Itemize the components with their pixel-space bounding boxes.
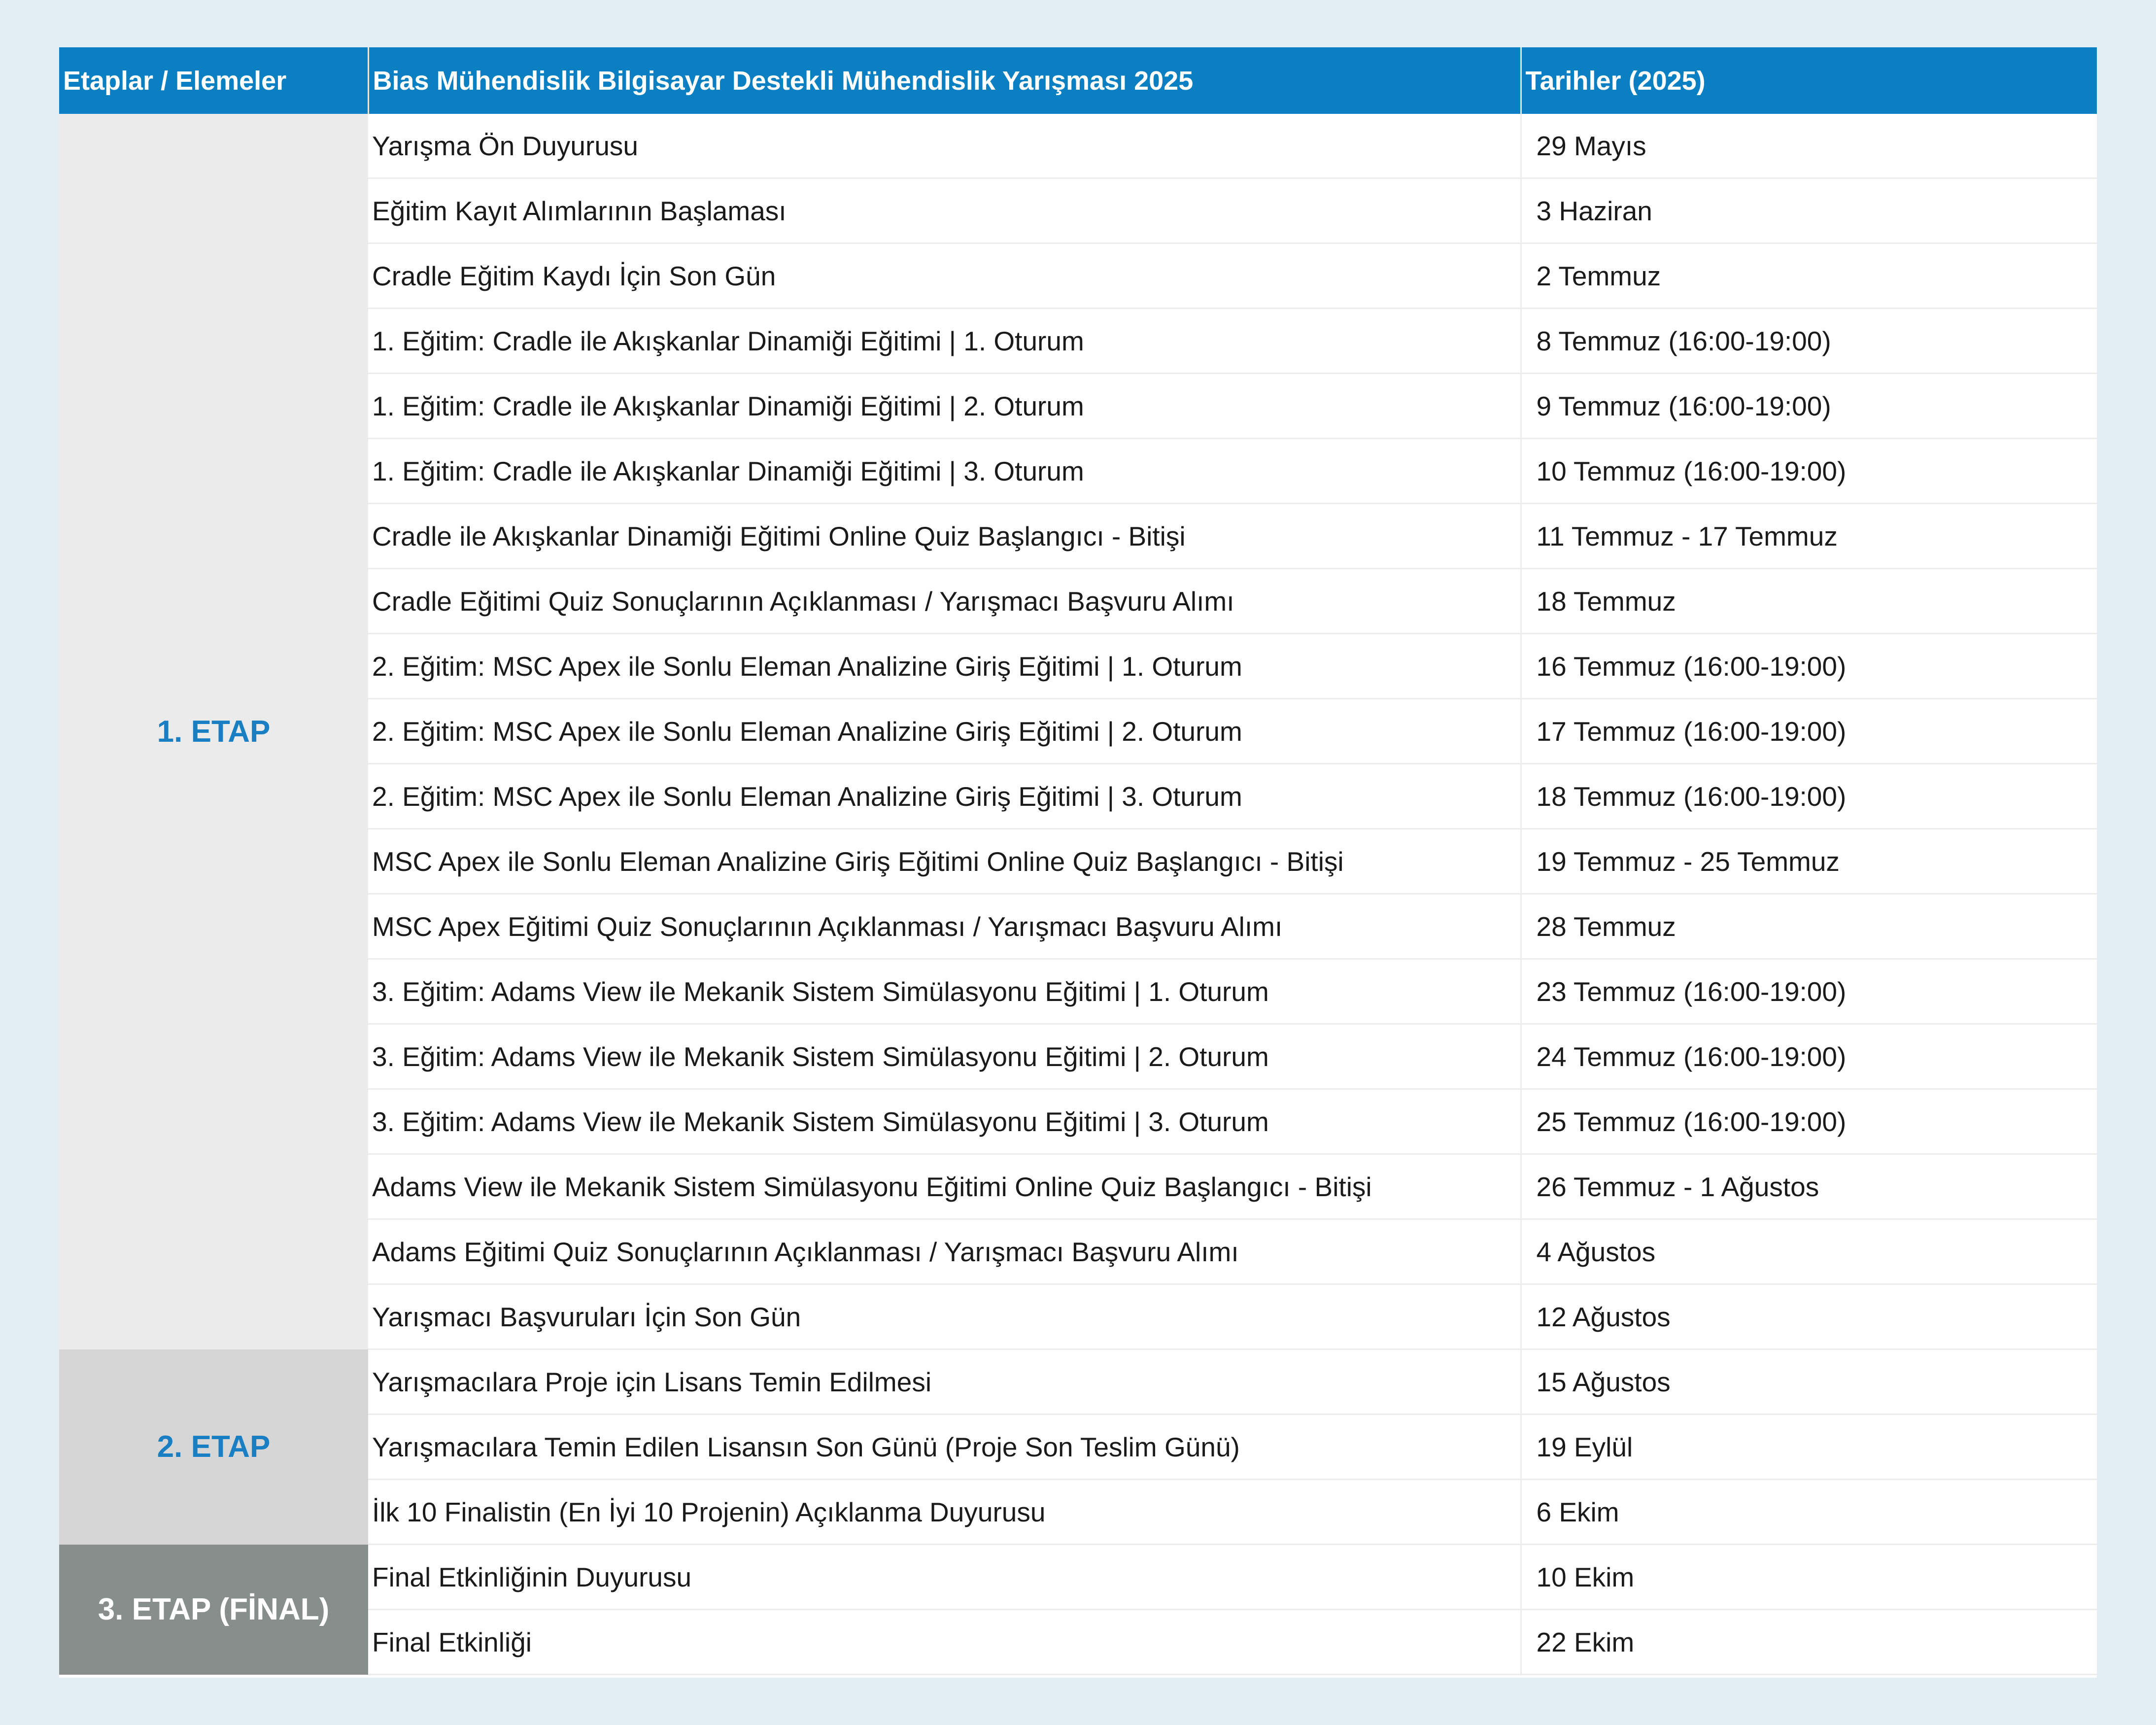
event-cell: 2. Eğitim: MSC Apex ile Sonlu Eleman Analizine Giriş Eğitimi | 3. Oturum — [368, 764, 1521, 829]
header-date: Tarihler (2025) — [1521, 47, 2097, 114]
date-cell: 15 Ağustos — [1521, 1349, 2097, 1414]
stage-label-3: 3. ETAP (FİNAL) — [59, 1545, 368, 1675]
date-cell: 18 Temmuz (16:00-19:00) — [1521, 764, 2097, 829]
event-cell: Eğitim Kayıt Alımlarının Başlaması — [368, 178, 1521, 243]
event-cell: Adams View ile Mekanik Sistem Simülasyonu Eğitimi Online Quiz Başlangıcı - Bitişi — [368, 1154, 1521, 1219]
header-stage: Etaplar / Elemeler — [59, 47, 368, 114]
date-cell: 8 Temmuz (16:00-19:00) — [1521, 309, 2097, 374]
event-cell: 3. Eğitim: Adams View ile Mekanik Sistem Simülasyonu Eğitimi | 2. Oturum — [368, 1024, 1521, 1089]
event-cell: Adams Eğitimi Quiz Sonuçlarının Açıklanması / Yarışmacı Başvuru Alımı — [368, 1219, 1521, 1284]
date-cell: 24 Temmuz (16:00-19:00) — [1521, 1024, 2097, 1089]
date-cell: 6 Ekim — [1521, 1480, 2097, 1545]
schedule-body — [59, 114, 2097, 1675]
date-cell: 12 Ağustos — [1521, 1284, 2097, 1349]
date-cell: 2 Temmuz — [1521, 243, 2097, 309]
event-cell: MSC Apex Eğitimi Quiz Sonuçlarının Açıklanması / Yarışmacı Başvuru Alımı — [368, 894, 1521, 959]
date-cell: 4 Ağustos — [1521, 1219, 2097, 1284]
event-cell: 1. Eğitim: Cradle ile Akışkanlar Dinamiği Eğitimi | 2. Oturum — [368, 374, 1521, 439]
event-cell: Final Etkinliği — [368, 1610, 1521, 1675]
table-header-row — [59, 47, 2097, 114]
stage-label-2: 2. ETAP — [59, 1349, 368, 1545]
table-row — [59, 114, 2097, 178]
table-row — [59, 1545, 2097, 1610]
date-cell: 19 Eylül — [1521, 1414, 2097, 1480]
event-cell: 3. Eğitim: Adams View ile Mekanik Sistem Simülasyonu Eğitimi | 3. Oturum — [368, 1089, 1521, 1154]
event-cell: İlk 10 Finalistin (En İyi 10 Projenin) Açıklanma Duyurusu — [368, 1480, 1521, 1545]
date-cell: 25 Temmuz (16:00-19:00) — [1521, 1089, 2097, 1154]
event-cell: 3. Eğitim: Adams View ile Mekanik Sistem Simülasyonu Eğitimi | 1. Oturum — [368, 959, 1521, 1024]
event-cell: 2. Eğitim: MSC Apex ile Sonlu Eleman Analizine Giriş Eğitimi | 2. Oturum — [368, 699, 1521, 764]
event-cell: Yarışmacılara Temin Edilen Lisansın Son Günü (Proje Son Teslim Günü) — [368, 1414, 1521, 1480]
stage-label-1: 1. ETAP — [59, 114, 368, 1349]
date-cell: 17 Temmuz (16:00-19:00) — [1521, 699, 2097, 764]
event-cell: 1. Eğitim: Cradle ile Akışkanlar Dinamiği Eğitimi | 1. Oturum — [368, 309, 1521, 374]
date-cell: 16 Temmuz (16:00-19:00) — [1521, 634, 2097, 699]
event-cell: Yarışmacılara Proje için Lisans Temin Edilmesi — [368, 1349, 1521, 1414]
date-cell: 29 Mayıs — [1521, 114, 2097, 178]
header-event: Bias Mühendislik Bilgisayar Destekli Mühendislik Yarışması 2025 — [368, 47, 1521, 114]
event-cell: Cradle Eğitimi Quiz Sonuçlarının Açıklanması / Yarışmacı Başvuru Alımı — [368, 569, 1521, 634]
date-cell: 9 Temmuz (16:00-19:00) — [1521, 374, 2097, 439]
event-cell: Cradle ile Akışkanlar Dinamiği Eğitimi Online Quiz Başlangıcı - Bitişi — [368, 504, 1521, 569]
event-cell: 2. Eğitim: MSC Apex ile Sonlu Eleman Analizine Giriş Eğitimi | 1. Oturum — [368, 634, 1521, 699]
event-cell: Yarışmacı Başvuruları İçin Son Gün — [368, 1284, 1521, 1349]
schedule-table — [59, 47, 2097, 1675]
date-cell: 18 Temmuz — [1521, 569, 2097, 634]
event-cell: Final Etkinliğinin Duyurusu — [368, 1545, 1521, 1610]
schedule-table-frame — [59, 47, 2097, 1678]
event-cell: 1. Eğitim: Cradle ile Akışkanlar Dinamiği Eğitimi | 3. Oturum — [368, 439, 1521, 504]
date-cell: 22 Ekim — [1521, 1610, 2097, 1675]
date-cell: 10 Ekim — [1521, 1545, 2097, 1610]
date-cell: 26 Temmuz - 1 Ağustos — [1521, 1154, 2097, 1219]
event-cell: Cradle Eğitim Kaydı İçin Son Gün — [368, 243, 1521, 309]
date-cell: 10 Temmuz (16:00-19:00) — [1521, 439, 2097, 504]
date-cell: 28 Temmuz — [1521, 894, 2097, 959]
date-cell: 19 Temmuz - 25 Temmuz — [1521, 829, 2097, 894]
table-row — [59, 1349, 2097, 1414]
event-cell: Yarışma Ön Duyurusu — [368, 114, 1521, 178]
event-cell: MSC Apex ile Sonlu Eleman Analizine Giriş Eğitimi Online Quiz Başlangıcı - Bitişi — [368, 829, 1521, 894]
date-cell: 11 Temmuz - 17 Temmuz — [1521, 504, 2097, 569]
date-cell: 23 Temmuz (16:00-19:00) — [1521, 959, 2097, 1024]
date-cell: 3 Haziran — [1521, 178, 2097, 243]
